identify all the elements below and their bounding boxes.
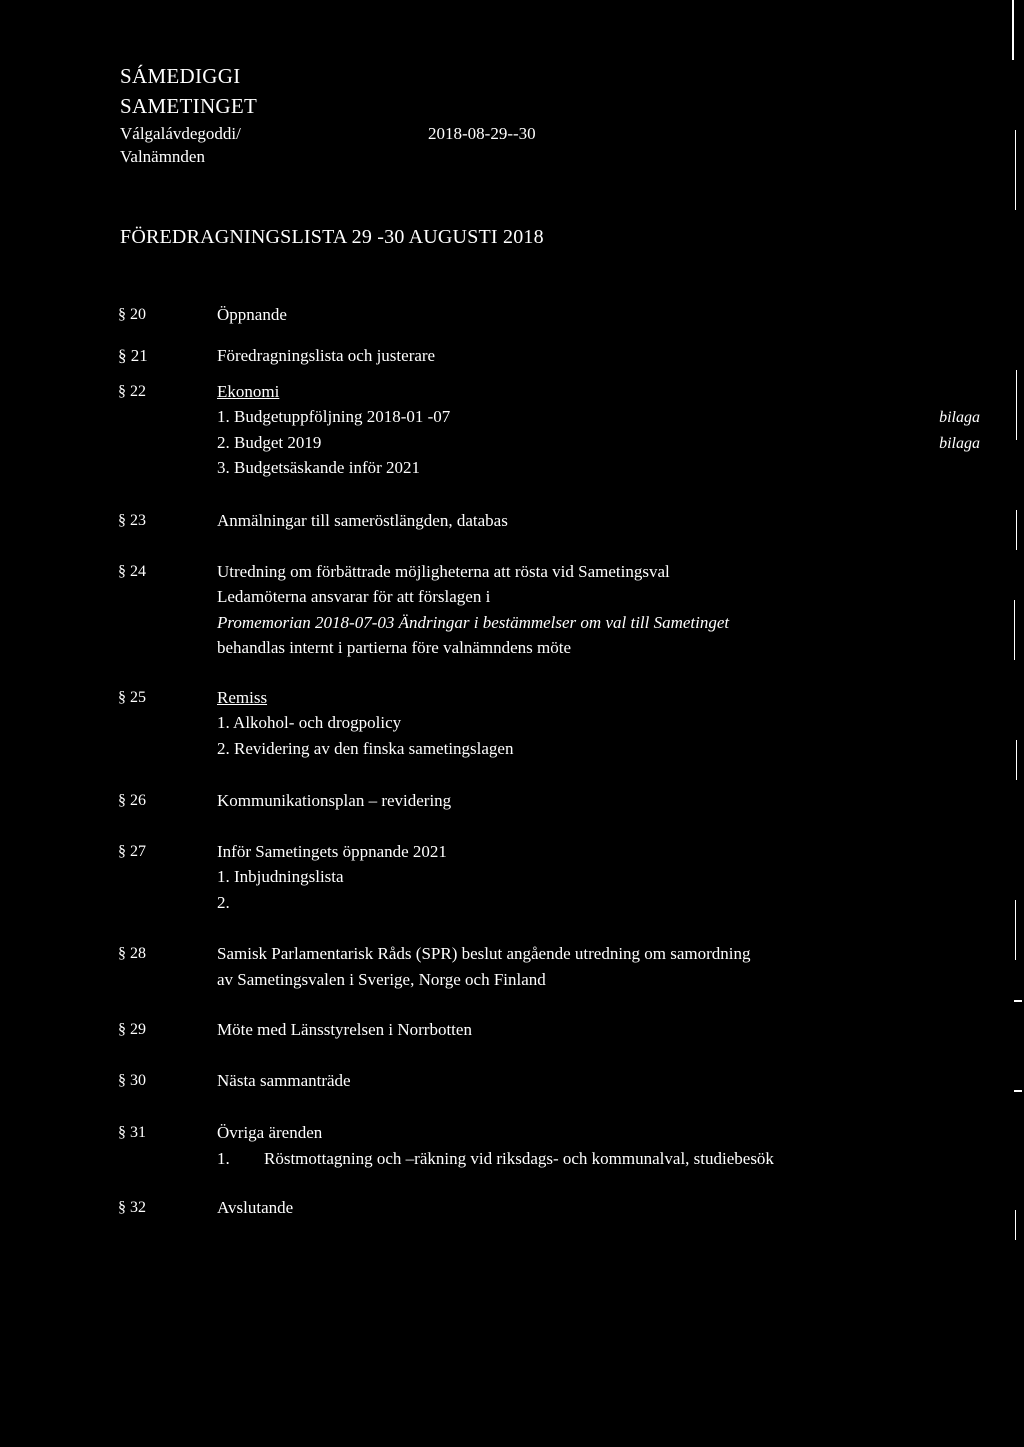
item-number: § 23 <box>118 512 146 529</box>
scan-edge-mark <box>1016 370 1017 440</box>
scan-edge-mark <box>1015 900 1016 960</box>
item-text-line: Samisk Parlamentarisk Råds (SPR) beslut angående utredning om samordning <box>217 944 751 963</box>
item-label: Remiss <box>217 688 268 707</box>
item-number: § 25 <box>118 689 146 706</box>
item-label: Ekonomi <box>217 382 280 401</box>
attachment-label: bilaga <box>939 435 980 452</box>
item-label: Öppnande <box>217 305 287 324</box>
scan-edge-mark <box>1016 740 1017 780</box>
item-label: Övriga ärenden <box>217 1123 323 1142</box>
item-number: § 27 <box>118 843 146 860</box>
item-number: § 29 <box>118 1021 146 1038</box>
scan-edge-mark <box>1012 0 1014 60</box>
document-title: FÖREDRAGNINGSLISTA 29 -30 AUGUSTI 2018 <box>120 226 544 248</box>
item-number: § 28 <box>118 945 146 962</box>
scan-edge-mark <box>1016 510 1017 550</box>
item-number: § 24 <box>118 563 146 580</box>
sub-item: 1. Inbjudningslista <box>217 867 344 886</box>
item-label-clipped: Föredragningslista och justerare <box>217 346 436 365</box>
committee-name-sami: Válgalávdegoddi/ <box>120 124 241 143</box>
sub-item: 1. Budgetuppföljning 2018-01 -07 <box>217 407 451 426</box>
item-number: § 31 <box>118 1124 146 1141</box>
org-name-swedish: SAMETINGET <box>120 94 258 118</box>
scan-edge-mark <box>1015 1210 1016 1240</box>
attachment-label: bilaga <box>939 409 980 426</box>
item-text-line: av Sametingsvalen i Sverige, Norge och Finland <box>217 970 546 989</box>
sub-item: 2. Budget 2019 <box>217 433 322 452</box>
sub-item: 1. Alkohol- och drogpolicy <box>217 713 402 732</box>
sub-item-number: 1. <box>217 1149 230 1168</box>
sub-item: 3. Budgetsäskande inför 2021 <box>217 458 421 477</box>
item-label: Nästa sammanträde <box>217 1071 351 1090</box>
item-text-line: Utredning om förbättrade möjligheterna att rösta vid Sametingsval <box>217 562 670 581</box>
committee-name-swedish: Valnämnden <box>120 147 205 166</box>
item-label: Avslutande <box>217 1198 294 1217</box>
scan-edge-mark <box>1014 1000 1022 1002</box>
item-text-line: Ledamöterna ansvarar för att förslagen i <box>217 587 491 606</box>
sub-item: 2. <box>217 893 230 912</box>
item-number: § 20 <box>118 306 146 323</box>
org-name-sami: SÁMEDIGGI <box>120 64 241 88</box>
item-number: § 22 <box>118 383 146 400</box>
item-number: § 32 <box>118 1199 146 1216</box>
item-number-clipped: § 21 <box>118 346 148 365</box>
scan-edge-mark <box>1015 130 1016 210</box>
item-label: Inför Sametingets öppnande 2021 <box>217 842 447 861</box>
meeting-date: 2018-08-29--30 <box>428 124 536 143</box>
item-text-line: Promemorian 2018-07-03 Ändringar i bestämmelser om val till Sametinget <box>217 613 730 632</box>
scan-edge-mark <box>1014 1090 1022 1092</box>
item-label: Möte med Länsstyrelsen i Norrbotten <box>217 1020 472 1039</box>
item-text-line: behandlas internt i partierna före valnämndens möte <box>217 638 572 657</box>
scan-edge-mark <box>1014 600 1015 660</box>
item-label: Anmälningar till sameröstlängden, databas <box>217 511 508 530</box>
item-number: § 26 <box>118 792 146 809</box>
sub-item: 2. Revidering av den finska sametingslagen <box>217 739 514 758</box>
item-number: § 30 <box>118 1072 146 1089</box>
item-label: Kommunikationsplan – revidering <box>217 791 452 810</box>
sub-item: Röstmottagning och –räkning vid riksdags- och kommunalval, studiebesök <box>264 1149 774 1168</box>
